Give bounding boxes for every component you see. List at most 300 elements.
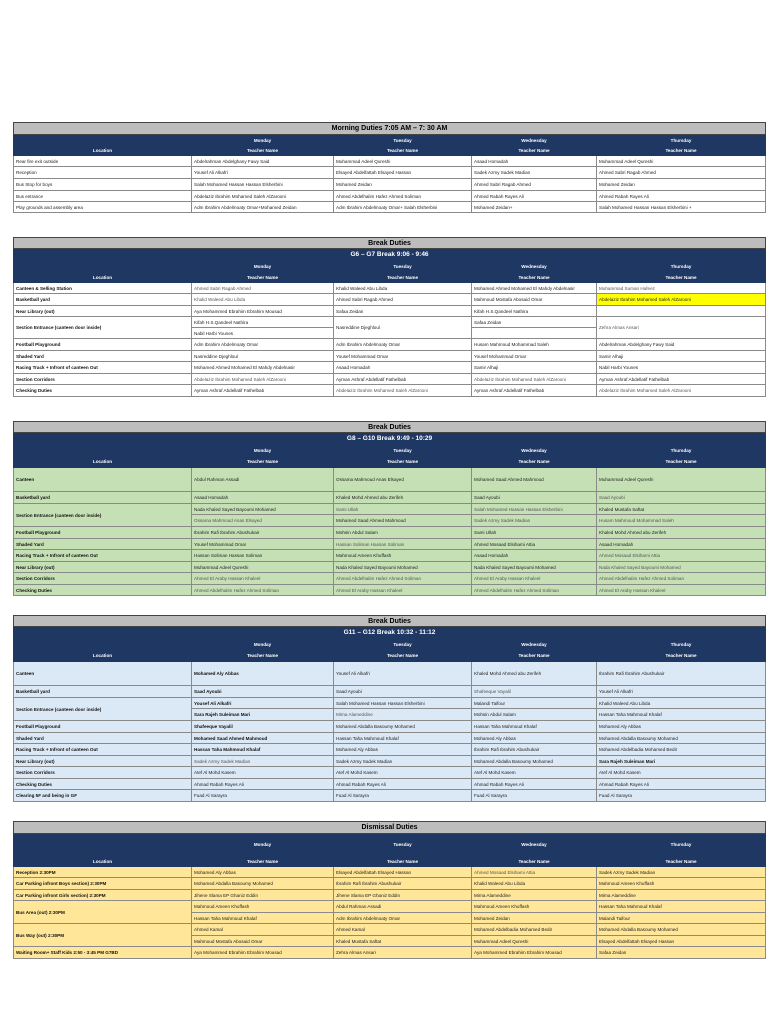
- table-row: [14, 698, 766, 709]
- teacher-header: Teacher Name: [192, 650, 334, 662]
- break-duties-g11-g12-section: [13, 615, 765, 802]
- teacher-cell: Shafeeque Vayalil: [472, 686, 597, 698]
- location-cell: Basketball yard: [14, 686, 192, 698]
- teacher-cell: Yousef Ali Alkafri: [192, 698, 334, 709]
- table-row: [14, 504, 766, 515]
- teacher-cell: Khalid Waleed Abu Libda: [597, 698, 766, 709]
- teacher-cell: Ahmed El Araby Hassan Khaleel: [472, 573, 597, 585]
- teacher-cell: Ayman Ashraf Abdellatif Fathelbab: [192, 385, 334, 397]
- teacher-cell: Ahmed Abdelhalim Hafez Ahmed Soliman: [192, 585, 334, 596]
- teacher-cell: Hassan Taha Mahmoud Khalaf: [472, 721, 597, 733]
- location-cell: Checking Duties: [14, 585, 192, 596]
- table-row: [14, 721, 766, 733]
- teacher-cell: Ahmed Sabri Ragab Ahmed: [597, 167, 766, 179]
- morning-duties-section: [13, 122, 765, 213]
- teacher-header: Teacher Name: [472, 856, 597, 867]
- location-cell: Reception: [14, 167, 192, 179]
- location-cell: Section Entrance (canteen door inside): [14, 317, 192, 339]
- teacher-cell: Sadek Azmy Sadek Madian: [472, 167, 597, 179]
- teacher-cell: Safaa Zeidan: [472, 317, 597, 328]
- table-row: [14, 562, 766, 573]
- location-cell: Section Corridors: [14, 767, 192, 779]
- teacher-cell: Sami Ullah: [472, 527, 597, 539]
- teacher-cell: Fuad Al Sarayra: [192, 790, 334, 802]
- teacher-cell: Hassan Soliman Hassan Soliman: [334, 539, 472, 550]
- teacher-cell: Asaad Homadah: [472, 156, 597, 167]
- break-title: Break Duties: [14, 616, 766, 627]
- teacher-header: Teacher Name: [192, 856, 334, 867]
- teacher-cell: Mahmoud Ameen Khuffash: [334, 550, 472, 562]
- table-row: [14, 585, 766, 596]
- teacher-cell: Aya Mohammed Ebrahim Ebrahim Mousad: [472, 947, 597, 959]
- teacher-cell: Khaled Mohd Ahmed abu Zerifeh: [597, 527, 766, 539]
- teacher-cell: Abdelaziz Ibrahim Mohamed Saleh AlZarooni: [334, 385, 472, 397]
- teacher-cell: Asaad Homadah: [597, 539, 766, 550]
- day-header: Thursday: [597, 445, 766, 456]
- table-row: [14, 890, 766, 901]
- teacher-cell: Ibrahim Rafi Ibrahim Abushukair: [472, 744, 597, 756]
- teacher-cell: Saad Ayoubi: [472, 492, 597, 504]
- table-row: [14, 947, 766, 959]
- table-row: [14, 374, 766, 385]
- teacher-header: Teacher Name: [192, 272, 334, 283]
- teacher-header: Teacher Name: [597, 650, 766, 662]
- teacher-cell: Sadek Azmy Sadek Madian: [334, 756, 472, 767]
- teacher-cell: Mohamed Abdalla Basoumy Mohamed: [597, 924, 766, 936]
- teacher-cell: Ossama Mahmoud Anas Elsayed: [334, 468, 472, 492]
- teacher-cell: Mirna Alameddine: [334, 709, 472, 721]
- teacher-header: Teacher Name: [472, 272, 597, 283]
- location-cell: Play grounds and assembly area: [14, 202, 192, 213]
- location-cell: Racing Track + Infront of canteen Out: [14, 550, 192, 562]
- teacher-header: Teacher Name: [597, 146, 766, 156]
- location-cell: Football Playground: [14, 527, 192, 539]
- day-header: Tuesday: [334, 834, 472, 856]
- table-row: [14, 744, 766, 756]
- day-header: Thursday: [597, 639, 766, 650]
- teacher-cell: Abdelaziz Ibrahim Mohamed Saleh AlZarooni: [192, 191, 334, 202]
- day-header: Monday: [192, 261, 334, 272]
- location-cell: Football Playground: [14, 339, 192, 351]
- teacher-cell: Ahmed Abdelhalim Hafez Ahmed Soliman: [334, 191, 472, 202]
- location-cell: Football Playground: [14, 721, 192, 733]
- teacher-header: Teacher Name: [334, 456, 472, 468]
- location-cell: Waiting Room+ Staff Kids 2:50 - 3:45 PM G7BD: [14, 947, 192, 959]
- teacher-cell: Muhammad Suman Hafeez: [597, 283, 766, 294]
- day-header: Wednesday: [472, 135, 597, 146]
- teacher-cell: Abdelrahman Abdelghany Fawy Said: [597, 339, 766, 351]
- teacher-cell: Ahmed El Araby Hassan Khaleel: [334, 585, 472, 596]
- location-cell: Near Library (out): [14, 562, 192, 573]
- table-row: [14, 878, 766, 890]
- table-row: [14, 167, 766, 179]
- teacher-cell: Salah Mohamed Hassan Hassan Elsherbini: [334, 698, 472, 709]
- teacher-cell: Khaled Mustafa Saftat: [597, 504, 766, 515]
- location-cell: Canteen & Selling Station: [14, 283, 192, 294]
- teacher-cell: Mohamed Abdalla Basoumy Mohamed: [597, 733, 766, 744]
- location-cell: Reception 2:30PM: [14, 867, 192, 878]
- teacher-cell: Abdelaziz Ibrahim Mohamed Saleh AlZarooni: [192, 374, 334, 385]
- teacher-cell: Zehra Almas Ansari: [334, 947, 472, 959]
- day-header: Tuesday: [334, 639, 472, 650]
- morning-title: Morning Duties 7:05 AM – 7: 30 AM: [14, 123, 766, 135]
- teacher-cell: Mohamed Ahmed Mohamed El Mahdy Abdelnasir: [192, 362, 334, 374]
- teacher-cell: Atef Al Mohd Kasem: [472, 767, 597, 779]
- teacher-cell: Hassan Soliman Hassan Soliman: [192, 550, 334, 562]
- teacher-cell-highlighted: Abdelaziz Ibrahim Mohamed Saleh AlZarooni: [597, 294, 766, 306]
- teacher-header: Teacher Name: [192, 456, 334, 468]
- teacher-cell: Hassan Taha Mahmoud Khalaf: [192, 744, 334, 756]
- teacher-cell: Khalid Waleed Abu Libda: [472, 878, 597, 890]
- break-g8-g10-table: [13, 421, 766, 596]
- location-header: Location: [14, 650, 192, 662]
- teacher-cell: Ahmed Sabri Ragab Ahmed: [192, 283, 334, 294]
- location-cell: Bus Area (out) 2:30PM: [14, 901, 192, 924]
- teacher-cell: Muhammad Adeel Qureshi: [597, 468, 766, 492]
- teacher-cell: Yousef Mohammad Omar: [472, 351, 597, 362]
- teacher-cell: Mohamed Abdalla Basoumy Mohamed: [472, 756, 597, 767]
- table-row: [14, 901, 766, 913]
- teacher-cell: Nasreddine Djeghloul: [334, 317, 472, 339]
- table-row: [14, 179, 766, 191]
- teacher-cell: Ibrahim Rafi Ibrahim Abushukair: [597, 662, 766, 686]
- teacher-header: Teacher Name: [472, 650, 597, 662]
- day-header: Thursday: [597, 834, 766, 856]
- teacher-cell: Adm Ibrahim Abdelmoaty Omar+ Salah Elsherbini: [334, 202, 472, 213]
- location-cell: Basketball yard: [14, 492, 192, 504]
- teacher-cell: Muhammad Adeel Qureshi: [334, 156, 472, 167]
- teacher-cell: Khaled Mustafa Saftat: [334, 936, 472, 947]
- teacher-cell: Shafeeque Vayalil: [192, 721, 334, 733]
- teacher-cell: Abdelrahman Abdelghany Fawy Said: [192, 156, 334, 167]
- teacher-cell: Ahmed El Araby Hassan Khaleel: [192, 573, 334, 585]
- teacher-cell: Adm Ibrahim Abdelmoaty Omar+Mohamed Zeidan: [192, 202, 334, 213]
- dismissal-duties-section: [13, 821, 765, 959]
- teacher-cell: Aya Mohammed Ebrahim Ebrahim Mousad: [192, 947, 334, 959]
- day-header: Wednesday: [472, 834, 597, 856]
- teacher-cell: [597, 306, 766, 317]
- teacher-cell: Hassan Taha Mahmoud Khalaf: [334, 733, 472, 744]
- teacher-cell: Khalid Waleed Abu Libda: [334, 283, 472, 294]
- location-cell: Basketball yard: [14, 294, 192, 306]
- teacher-cell: Asaad Homadah: [192, 492, 334, 504]
- day-header: Tuesday: [334, 135, 472, 146]
- day-header: Thursday: [597, 261, 766, 272]
- teacher-cell: Khaled Mohd Ahmed abu Zerifeh: [472, 662, 597, 686]
- teacher-cell: Salah Mohamed Hassan Hassan Elsherbini: [192, 179, 334, 191]
- teacher-cell: Sara Rajeh Suleiman Mari: [597, 756, 766, 767]
- break-subtitle: G6 – G7 Break 9:06 - 9:46: [14, 249, 766, 261]
- teacher-cell: Ayman Ashraf Abdellatif Fathelbab: [334, 374, 472, 385]
- teacher-cell: Ahmad Rabah Rayes Ali: [334, 779, 472, 790]
- teacher-cell: Nada Khaled Sayed Bayoumi Mohamed: [472, 562, 597, 573]
- teacher-cell: Hassan Taha Mahmoud Khalaf: [192, 913, 334, 924]
- teacher-cell: Ahmed El Araby Hassan Khaleel: [597, 585, 766, 596]
- teacher-cell: Mohamed Saad Ahmed Mahmoud: [334, 515, 472, 527]
- location-cell: Bus Stop for boys: [14, 179, 192, 191]
- teacher-cell: Muhammad Adeel Qureshi: [472, 936, 597, 947]
- teacher-cell: Sami Ullah: [334, 504, 472, 515]
- teacher-cell: Malandi Taifour: [472, 698, 597, 709]
- teacher-cell: Yousef Ali Alkafri: [597, 686, 766, 698]
- teacher-cell: Nada Khaled Sayed Bayoumi Mohamed: [192, 504, 334, 515]
- day-header: Wednesday: [472, 639, 597, 650]
- table-row: [14, 733, 766, 744]
- location-cell: Car Parking infront Boys section) 2:30PM: [14, 878, 192, 890]
- teacher-cell: Mirna Alameddine: [597, 890, 766, 901]
- location-cell: Section Corridors: [14, 374, 192, 385]
- break-subtitle: G11 – G12 Break 10:32 - 11:12: [14, 627, 766, 639]
- teacher-cell: Mahmoud Ameen Khuffash: [597, 878, 766, 890]
- table-row: [14, 492, 766, 504]
- teacher-cell: Mahmoud Ameen Khuffash: [192, 901, 334, 913]
- table-row: [14, 468, 766, 492]
- teacher-cell: Kifah H.S.Qandeel Nathira: [472, 306, 597, 317]
- teacher-cell: Ahmad Rabah Rayes Ali: [472, 779, 597, 790]
- teacher-cell: Ahmed Rabah Rayes Ali: [597, 191, 766, 202]
- teacher-cell: Mohamed Ahmed Mohamed El Mahdy Abdelnasir: [472, 283, 597, 294]
- break-duties-g6-g7-section: [13, 237, 765, 397]
- teacher-cell: Abdelaziz Ibrahim Mohamed Saleh AlZarooni: [472, 374, 597, 385]
- teacher-cell: Yousef Mohammad Omar: [334, 351, 472, 362]
- teacher-cell: Muhammad Adeel Qureshi: [192, 562, 334, 573]
- teacher-cell: Khalid Waleed Abu Libda: [192, 294, 334, 306]
- teacher-cell: Atef Al Mohd Kasem: [334, 767, 472, 779]
- break-title: Break Duties: [14, 238, 766, 249]
- table-row: [14, 686, 766, 698]
- location-cell: Racing Track + Infront of canteen Out: [14, 362, 192, 374]
- table-row: [14, 767, 766, 779]
- teacher-header: Teacher Name: [334, 146, 472, 156]
- teacher-cell: Ibrahim Rafi Ibrahim Abushukair: [334, 878, 472, 890]
- teacher-cell: Nabil Harbi Younes: [597, 362, 766, 374]
- teacher-cell: Jihene Slama EP Ghaniz Eddin: [334, 890, 472, 901]
- location-cell: Canteen: [14, 662, 192, 686]
- table-row: [14, 573, 766, 585]
- teacher-cell: Saad Ayoubi: [192, 686, 334, 698]
- teacher-cell: Saad Ayoubi: [334, 686, 472, 698]
- break-duties-g8-g10-section: [13, 421, 765, 596]
- location-header: Location: [14, 272, 192, 283]
- location-cell: Near Library (out): [14, 756, 192, 767]
- teacher-cell: Saad Ayoubi: [597, 492, 766, 504]
- teacher-cell: Ossama Mahmoud Anas Elsayed: [192, 515, 334, 527]
- teacher-cell: Mahmoud Mostafa Abosaid Omar: [192, 936, 334, 947]
- teacher-cell: Khaled Mohd Ahmed abu Zerifeh: [334, 492, 472, 504]
- teacher-cell: Mohamed Abdalla Basoumy Mohamed: [334, 721, 472, 733]
- teacher-cell: Mohamed Zeidan: [472, 913, 597, 924]
- table-row: [14, 339, 766, 351]
- break-g11-g12-table: [13, 615, 766, 802]
- table-row: [14, 662, 766, 686]
- teacher-cell: Adm Ibrahim Abdelmoaty Omar: [192, 339, 334, 351]
- day-header: Monday: [192, 639, 334, 650]
- teacher-cell: Fuad Al Sarayra: [472, 790, 597, 802]
- table-row: [14, 283, 766, 294]
- location-cell: Section Entrance (canteen door inside): [14, 504, 192, 527]
- location-header: Location: [14, 456, 192, 468]
- teacher-cell: Elsayed Abdelfattah Elsayed Hassan: [334, 167, 472, 179]
- teacher-cell: Mirna Alameddine: [472, 890, 597, 901]
- teacher-cell: Ahmed Mosaad Elsihami Attia: [472, 867, 597, 878]
- location-cell: Shaded Yard: [14, 539, 192, 550]
- teacher-cell: Ahmed Mosaad Elsihami Attia: [597, 550, 766, 562]
- teacher-cell: Ahmed Sabri Ragab Ahmed: [334, 294, 472, 306]
- table-row: [14, 156, 766, 167]
- teacher-cell: Zehra Almas Ansari: [597, 317, 766, 339]
- break-subtitle: G8 – G10 Break 9:49 - 10:29: [14, 433, 766, 445]
- teacher-cell: Husam Mahmoud Mohammad Saleh: [597, 515, 766, 527]
- teacher-cell: Adm Ibrahim Abdelmoaty Omar: [334, 339, 472, 351]
- day-header: Monday: [192, 445, 334, 456]
- teacher-cell: Asaad Homadah: [334, 362, 472, 374]
- teacher-cell: Nasreddine Djeghloul: [192, 351, 334, 362]
- table-row: [14, 317, 766, 328]
- teacher-cell: Safaa Zeidan: [334, 306, 472, 317]
- teacher-cell: Mohamed Abdalla Basoumy Mohamed: [192, 878, 334, 890]
- teacher-cell: Ahmed Kamal: [334, 924, 472, 936]
- teacher-cell: Atef Al Mohd Kasem: [192, 767, 334, 779]
- teacher-cell: Yousef Ali Alkafri: [192, 167, 334, 179]
- location-cell: Bus Way (out) 2:30PM: [14, 924, 192, 947]
- table-row: [14, 362, 766, 374]
- teacher-cell: Mohamed Zeidan: [334, 179, 472, 191]
- dismissal-title: Dismissal Duties: [14, 822, 766, 834]
- teacher-cell: Ayman Ashraf Abdellatif Fathelbab: [597, 374, 766, 385]
- day-header: Monday: [192, 135, 334, 146]
- teacher-cell: [472, 328, 597, 339]
- teacher-header: Teacher Name: [472, 146, 597, 156]
- table-row: [14, 202, 766, 213]
- teacher-cell: Mohamed Aly Abbas: [192, 867, 334, 878]
- teacher-cell: Yousef Ali Alkafri: [334, 662, 472, 686]
- teacher-cell: Ahmed Abdelhalim Hafez Ahmed Soliman: [597, 573, 766, 585]
- table-row: [14, 779, 766, 790]
- teacher-cell: Ahmed Sabri Ragab Ahmed: [472, 179, 597, 191]
- teacher-cell: Ahmed Mosaad Elsihami Attia: [472, 539, 597, 550]
- teacher-cell: Mohamed Saad Ahmed Mahmoud: [192, 733, 334, 744]
- table-row: [14, 385, 766, 397]
- table-row: [14, 924, 766, 936]
- teacher-cell: Ibrahim Rafi Ibrahim Abushukair: [192, 527, 334, 539]
- teacher-cell: Ahmad Rabah Rayes Ali: [597, 779, 766, 790]
- day-header: Monday: [192, 834, 334, 856]
- teacher-cell: Mohamed Aly Abbas: [192, 662, 334, 686]
- table-row: [14, 191, 766, 202]
- teacher-cell: Mohsin Abdul Salam: [334, 527, 472, 539]
- teacher-cell: Nabil Harbi Younes: [192, 328, 334, 339]
- teacher-cell: Muhammad Adeel Qureshi: [597, 156, 766, 167]
- teacher-header: Teacher Name: [472, 456, 597, 468]
- location-cell: Shaded Yard: [14, 351, 192, 362]
- table-row: [14, 306, 766, 317]
- teacher-cell: Mohamed Aly Abbas: [334, 744, 472, 756]
- teacher-cell: Hassan Taha Mahmoud Khalaf: [597, 901, 766, 913]
- teacher-cell: Ahmed Kamal: [192, 924, 334, 936]
- teacher-cell: Malandi Taifour: [597, 913, 766, 924]
- teacher-cell: Asaad Homadah: [472, 550, 597, 562]
- teacher-cell: Ahmad Rabah Rayes Ali: [192, 779, 334, 790]
- table-row: [14, 351, 766, 362]
- teacher-cell: Ahmed Abdelhalim Hafez Ahmed Soliman: [334, 573, 472, 585]
- morning-duties-table: [13, 122, 766, 213]
- teacher-cell: Samir Alhaji: [597, 351, 766, 362]
- teacher-cell: Mohamed Aly Abbas: [472, 733, 597, 744]
- day-header: Wednesday: [472, 445, 597, 456]
- teacher-header: Teacher Name: [597, 272, 766, 283]
- table-row: [14, 867, 766, 878]
- teacher-cell: Adm Ibrahim Abdelmoaty Omar: [334, 913, 472, 924]
- teacher-cell: Salah Mohamed Hassan Hassan Elsherbini: [472, 504, 597, 515]
- day-header: Wednesday: [472, 261, 597, 272]
- day-header: Tuesday: [334, 261, 472, 272]
- location-cell: Checking Duties: [14, 385, 192, 397]
- day-header: Tuesday: [334, 445, 472, 456]
- table-row: [14, 550, 766, 562]
- teacher-cell: Sadek Azmy Sadek Madian: [192, 756, 334, 767]
- teacher-cell: Ayman Ashraf Abdellatif Fathelbab: [472, 385, 597, 397]
- teacher-cell: Samir Alhaji: [472, 362, 597, 374]
- teacher-header: Teacher Name: [597, 456, 766, 468]
- teacher-cell: Ahmed Rabah Rayes Ali: [472, 191, 597, 202]
- teacher-cell: Husam Mahmoud Mohammad Saleh: [472, 339, 597, 351]
- teacher-cell: Abdul Rahman Assadi: [192, 468, 334, 492]
- teacher-header: Teacher Name: [334, 272, 472, 283]
- teacher-header: Teacher Name: [597, 856, 766, 867]
- location-cell: Section Entrance (canteen door inside): [14, 698, 192, 721]
- teacher-cell: Mahmoud Ameen Khuffash: [472, 901, 597, 913]
- teacher-cell: Mahmoud Mostafa Abosaid Omar: [472, 294, 597, 306]
- teacher-header: Teacher Name: [334, 650, 472, 662]
- teacher-cell: Kifah H.S.Qandeel Nathira: [192, 317, 334, 328]
- teacher-cell: Safaa Zeidan: [597, 947, 766, 959]
- teacher-cell: Mohsin Abdul Salam: [472, 709, 597, 721]
- table-row: [14, 294, 766, 306]
- teacher-cell: Ahmed Abdelhalim Hafez Ahmed Soliman: [472, 585, 597, 596]
- teacher-cell: Nada Khaled Sayed Bayoumi Mohamed: [334, 562, 472, 573]
- table-row: [14, 539, 766, 550]
- teacher-cell: Abdul Rahman Assadi: [334, 901, 472, 913]
- teacher-header: Teacher Name: [334, 856, 472, 867]
- location-cell: Racing Track + Infront of canteen Out: [14, 744, 192, 756]
- day-header: Thursday: [597, 135, 766, 146]
- teacher-cell: Mohamed Abdelbadia Mohamed Bedir: [472, 924, 597, 936]
- location-cell: Shaded Yard: [14, 733, 192, 744]
- teacher-cell: Hassan Taha Mahmoud Khalaf: [597, 709, 766, 721]
- teacher-cell: Mohamed Aly Abbas: [597, 721, 766, 733]
- teacher-cell: Mohamed Zeidan+: [472, 202, 597, 213]
- teacher-cell: Fuad Al Sarayra: [597, 790, 766, 802]
- teacher-cell: Elsayed Abdelfattah Elsayed Hassan: [334, 867, 472, 878]
- teacher-cell: Nada Khaled Sayed Bayoumi Mohamed: [597, 562, 766, 573]
- teacher-cell: Sadek Azmy Sadek Madian: [472, 515, 597, 527]
- teacher-header: Teacher Name: [192, 146, 334, 156]
- teacher-cell: Salah Mohamed Hassan Hassan Elsherbini +: [597, 202, 766, 213]
- teacher-cell: Sara Rajeh Suleiman Mari: [192, 709, 334, 721]
- table-row: [14, 756, 766, 767]
- teacher-cell: Yousef Mohammad Omar: [192, 539, 334, 550]
- location-header: Location: [14, 856, 192, 867]
- break-g6-g7-table: [13, 237, 766, 397]
- location-cell: Section Corridors: [14, 573, 192, 585]
- teacher-cell: Abdelaziz Ibrahim Mohamed Saleh AlZarooni: [597, 385, 766, 397]
- location-cell: Canteen: [14, 468, 192, 492]
- teacher-cell: Sadek Azmy Sadek Madian: [597, 867, 766, 878]
- teacher-cell: Mohamed Saad Ahmed Mahmoud: [472, 468, 597, 492]
- teacher-cell: Mohamed Abdelbadia Mohamed Bedir: [597, 744, 766, 756]
- location-cell: Car Parking infront Girls section) 2:30PM: [14, 890, 192, 901]
- location-cell: Near Library (out): [14, 306, 192, 317]
